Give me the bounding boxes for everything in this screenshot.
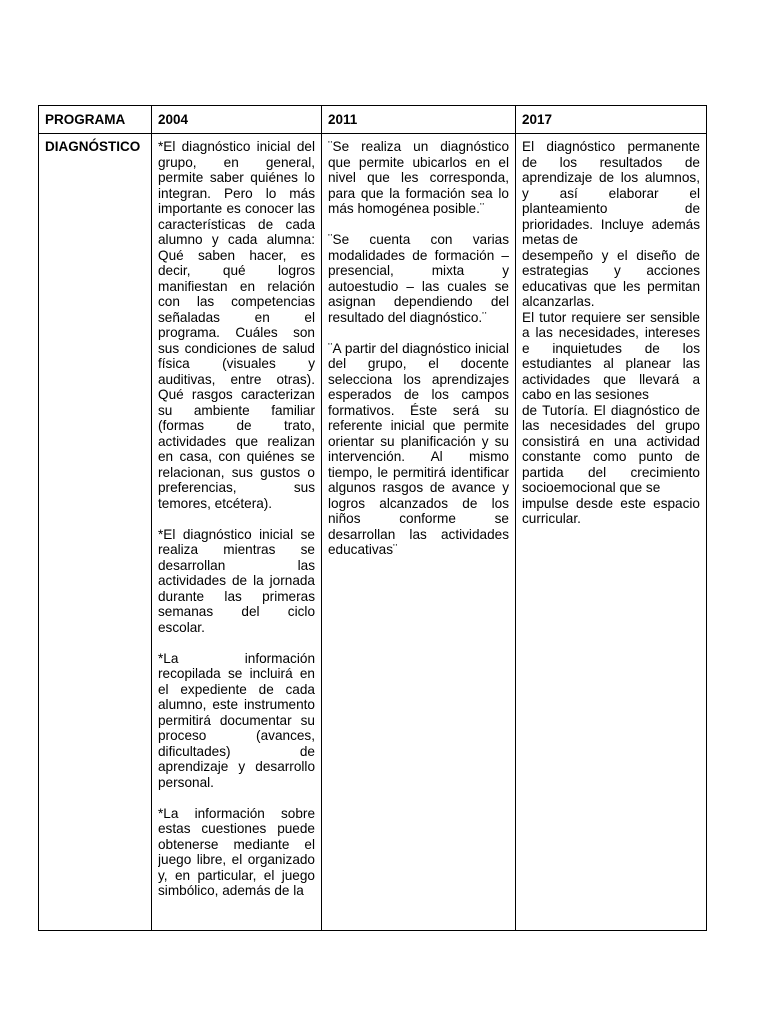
header-row — [39, 106, 707, 134]
row-label-cell — [39, 134, 152, 931]
diagnostico-row — [39, 134, 707, 931]
paragraph-2011: ¨Se cuenta con varias modalidades de formación – presencial, mixta y autoestudio – las cuales se asignan dependiendo del resultado del diagnóstico.¨ — [328, 232, 509, 325]
paragraph-2017: impulse desde este espacio curricular. — [522, 495, 700, 526]
paragraph-2004: *El diagnóstico inicial del grupo, en general, permite saber quiénes lo integran. Pero lo más importante es conocer las características de cada alumno y cada alumna: Qué saben hacer, es decir, qué logros manifiestan en relación con las competencias señaladas en el programa. Cuáles son sus condiciones de salud física (visuales y auditivas, entre otras). Qué rasgos caracterizan su ambiente familiar (formas de trato, actividades que realizan en casa, con quiénes se relacionan, sus gustos o preferencias, sus temores, etcétera). — [158, 139, 315, 511]
header-2017: 2017 — [516, 106, 707, 134]
paragraph-2017: El diagnóstico permanente de los resultados de aprendizaje de los alumnos, y así elaborar el planteamiento de prioridades. Incluye además metas de — [522, 139, 700, 247]
paragraph-2017: de Tutoría. El diagnóstico de las necesidades del grupo consistirá en una actividad constante como punto de partida del crecimiento socioemocional que se — [522, 402, 700, 495]
paragraph-2011: ¨Se realiza un diagnóstico que permite ubicarlos en el nivel que les corresponda, para que la formación sea lo más homogénea posible.¨ — [328, 139, 509, 216]
paragraph-2017: desempeño y el diseño de estrategias y acciones educativas que les permitan alcanzarlas. — [522, 247, 700, 309]
paragraph-2004: *La información recopilada se incluirá en el expediente de cada alumno, este instrumento permitirá documentar su proceso (avances, dificultades) de aprendizaje y desarrollo personal. — [158, 650, 315, 790]
header-2011: 2011 — [322, 106, 516, 134]
header-programa: PROGRAMA — [39, 106, 152, 134]
paragraph-2017: El tutor requiere ser sensible a las necesidades, intereses e inquietudes de los estudiantes al planear las actividades que llevará a cabo en las sesiones — [522, 309, 700, 402]
paragraph-2004: *La información sobre estas cuestiones puede obtenerse mediante el juego libre, el organizado y, en particular, el juego simbólico, además de la — [158, 805, 315, 898]
paragraph-2004: *El diagnóstico inicial se realiza mientras se desarrollan las actividades de la jornada durante las primeras semanas del ciclo escolar. — [158, 526, 315, 635]
cell-2017 — [516, 134, 707, 931]
paragraph-2011: ¨A partir del diagnóstico inicial del grupo, el docente selecciona los aprendizajes esperados de los campos formativos. Éste será su referente inicial que permite orientar su planificación y su intervención. Al mismo tiempo, le permitirá identificar algunos rasgos de avance y logros alcanzados de los niños conforme se desarrollan las actividades educativas¨ — [328, 340, 509, 557]
comparison-table — [38, 105, 707, 931]
cell-2004 — [152, 134, 322, 931]
header-2004: 2004 — [152, 106, 322, 134]
cell-2011 — [322, 134, 516, 931]
row-label: DIAGNÓSTICO — [45, 139, 141, 154]
